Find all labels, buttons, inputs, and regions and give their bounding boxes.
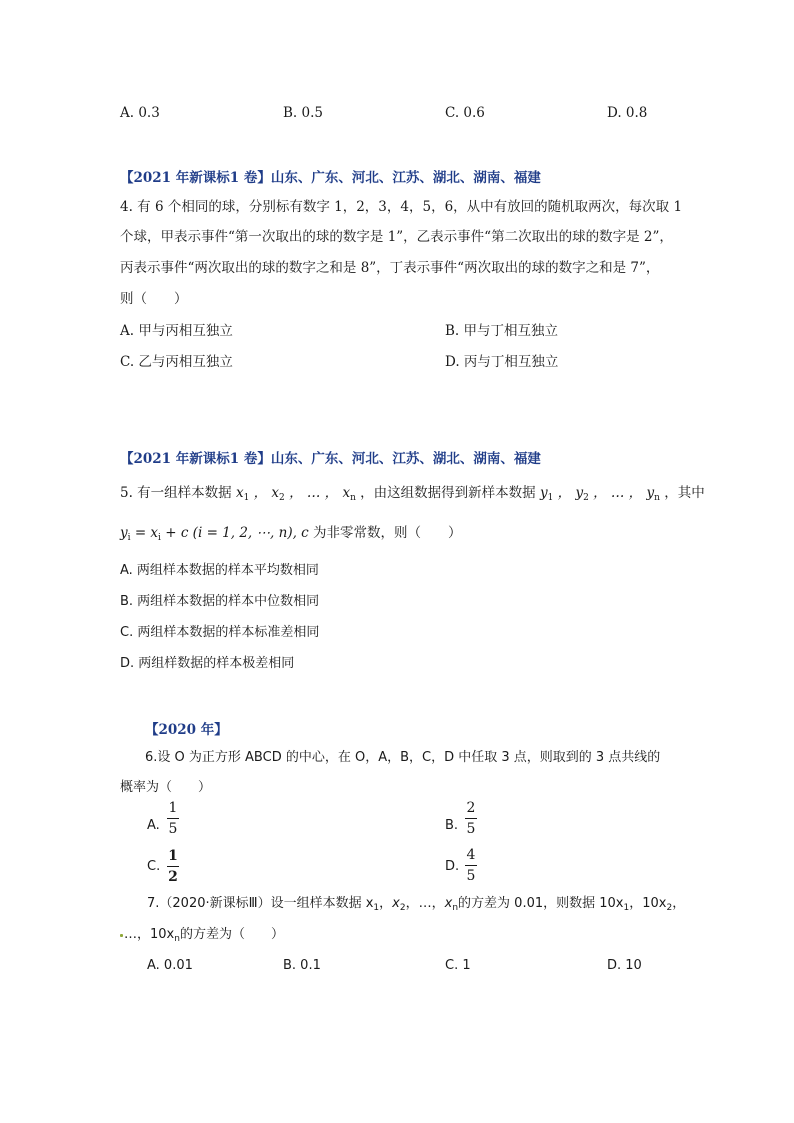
q7-option-c: C. 1 <box>445 958 471 973</box>
x-sequence: $x_1$ ， $x_2$ ， … ， $x_n$ <box>235 485 356 503</box>
q6-source-header: 【2020 年】 <box>145 722 228 738</box>
q5-option-d: D. 两组样数据的样本极差相同 <box>120 656 295 671</box>
q3-option-d: D. 0.8 <box>607 105 648 121</box>
q4-option-a: A. 甲与丙相互独立 <box>120 323 233 339</box>
q5-stem-prefix: 5. 有一组样本数据 <box>120 485 232 501</box>
q4-option-b: B. 甲与丁相互独立 <box>445 323 559 339</box>
scan-speck <box>120 934 123 937</box>
q6-option-a-fraction: 1 5 <box>168 800 178 837</box>
q6-option-d-label: D. <box>445 859 460 874</box>
q6-option-b-label: B. <box>445 818 459 833</box>
q5-formula: $y_i = x_i + c$ (i = 1, 2, ⋯, n), c <box>120 525 314 543</box>
q4-option-d: D. 丙与丁相互独立 <box>445 354 559 370</box>
y-sequence: $y_1$ ， $y_2$ ， … ， $y_n$ <box>539 485 660 503</box>
q4-source-header: 【2021 年新课标1 卷】山东、广东、河北、江苏、湖北、湖南、福建 <box>120 170 541 186</box>
q5-stem-line-1 <box>120 484 705 507</box>
q5-option-a: A. 两组样本数据的样本平均数相同 <box>120 563 319 578</box>
q5-stem-mid: ，由这组数据得到新样本数据 <box>360 485 536 501</box>
q6-stem-line-1: 6.设 O 为正方形 ABCD 的中心，在 O，A，B，C，D 中任取 3 点，则取到的 3 点共线的 <box>145 750 661 765</box>
q4-stem-line-4: 则（ ） <box>120 291 188 307</box>
q5-stem-suffix: ，其中 <box>664 485 705 501</box>
q5-option-c: C. 两组样本数据的样本标准差相同 <box>120 625 320 640</box>
q4-stem-line-1: 4. 有 6 个相同的球，分别标有数字 1，2，3，4，5，6，从中有放回的随机取两次，每次取 1 <box>120 199 683 215</box>
q4-option-c: C. 乙与丙相互独立 <box>120 354 233 370</box>
q7-option-a: A. 0.01 <box>147 958 193 973</box>
q5-stem-line-2 <box>120 524 462 547</box>
q6-option-c-label: C. <box>147 859 161 874</box>
q6-stem-line-2: 概率为（ ） <box>120 780 212 795</box>
q7-stem-line-2: …，$10x_n$的方差为（ ） <box>124 927 284 944</box>
q5-option-b: B. 两组样本数据的样本中位数相同 <box>120 594 320 609</box>
q3-option-a: A. 0.3 <box>120 105 160 121</box>
q3-option-c: C. 0.6 <box>445 105 485 121</box>
q7-stem-line-1: 7.（2020·新课标Ⅲ）设一组样本数据 $x_1$，$x_2$，…，$x_n$的方差为 0.01，则数据 $10x_1$，$10x_2$， <box>147 896 686 913</box>
q6-option-a-label: A. <box>147 818 160 833</box>
q6-option-c-fraction: 1 2 <box>168 848 178 885</box>
q4-stem-line-3: 丙表示事件“两次取出的球的数字之和是 8”，丁表示事件“两次取出的球的数字之和是 7”， <box>120 260 660 276</box>
q4-stem-line-2: 个球，甲表示事件“第一次取出的球的数字是 1”，乙表示事件“第二次取出的球的数字是 2”， <box>120 229 673 245</box>
q3-option-b: B. 0.5 <box>283 105 323 121</box>
q6-option-d-fraction: 4 5 <box>466 847 476 884</box>
q5-formula-tail: 为非零常数，则（ ） <box>313 525 462 541</box>
q7-option-b: B. 0.1 <box>283 958 321 973</box>
q7-option-d: D. 10 <box>607 958 642 973</box>
q5-source-header: 【2021 年新课标1 卷】山东、广东、河北、江苏、湖北、湖南、福建 <box>120 451 541 467</box>
q6-option-b-fraction: 2 5 <box>466 800 476 837</box>
